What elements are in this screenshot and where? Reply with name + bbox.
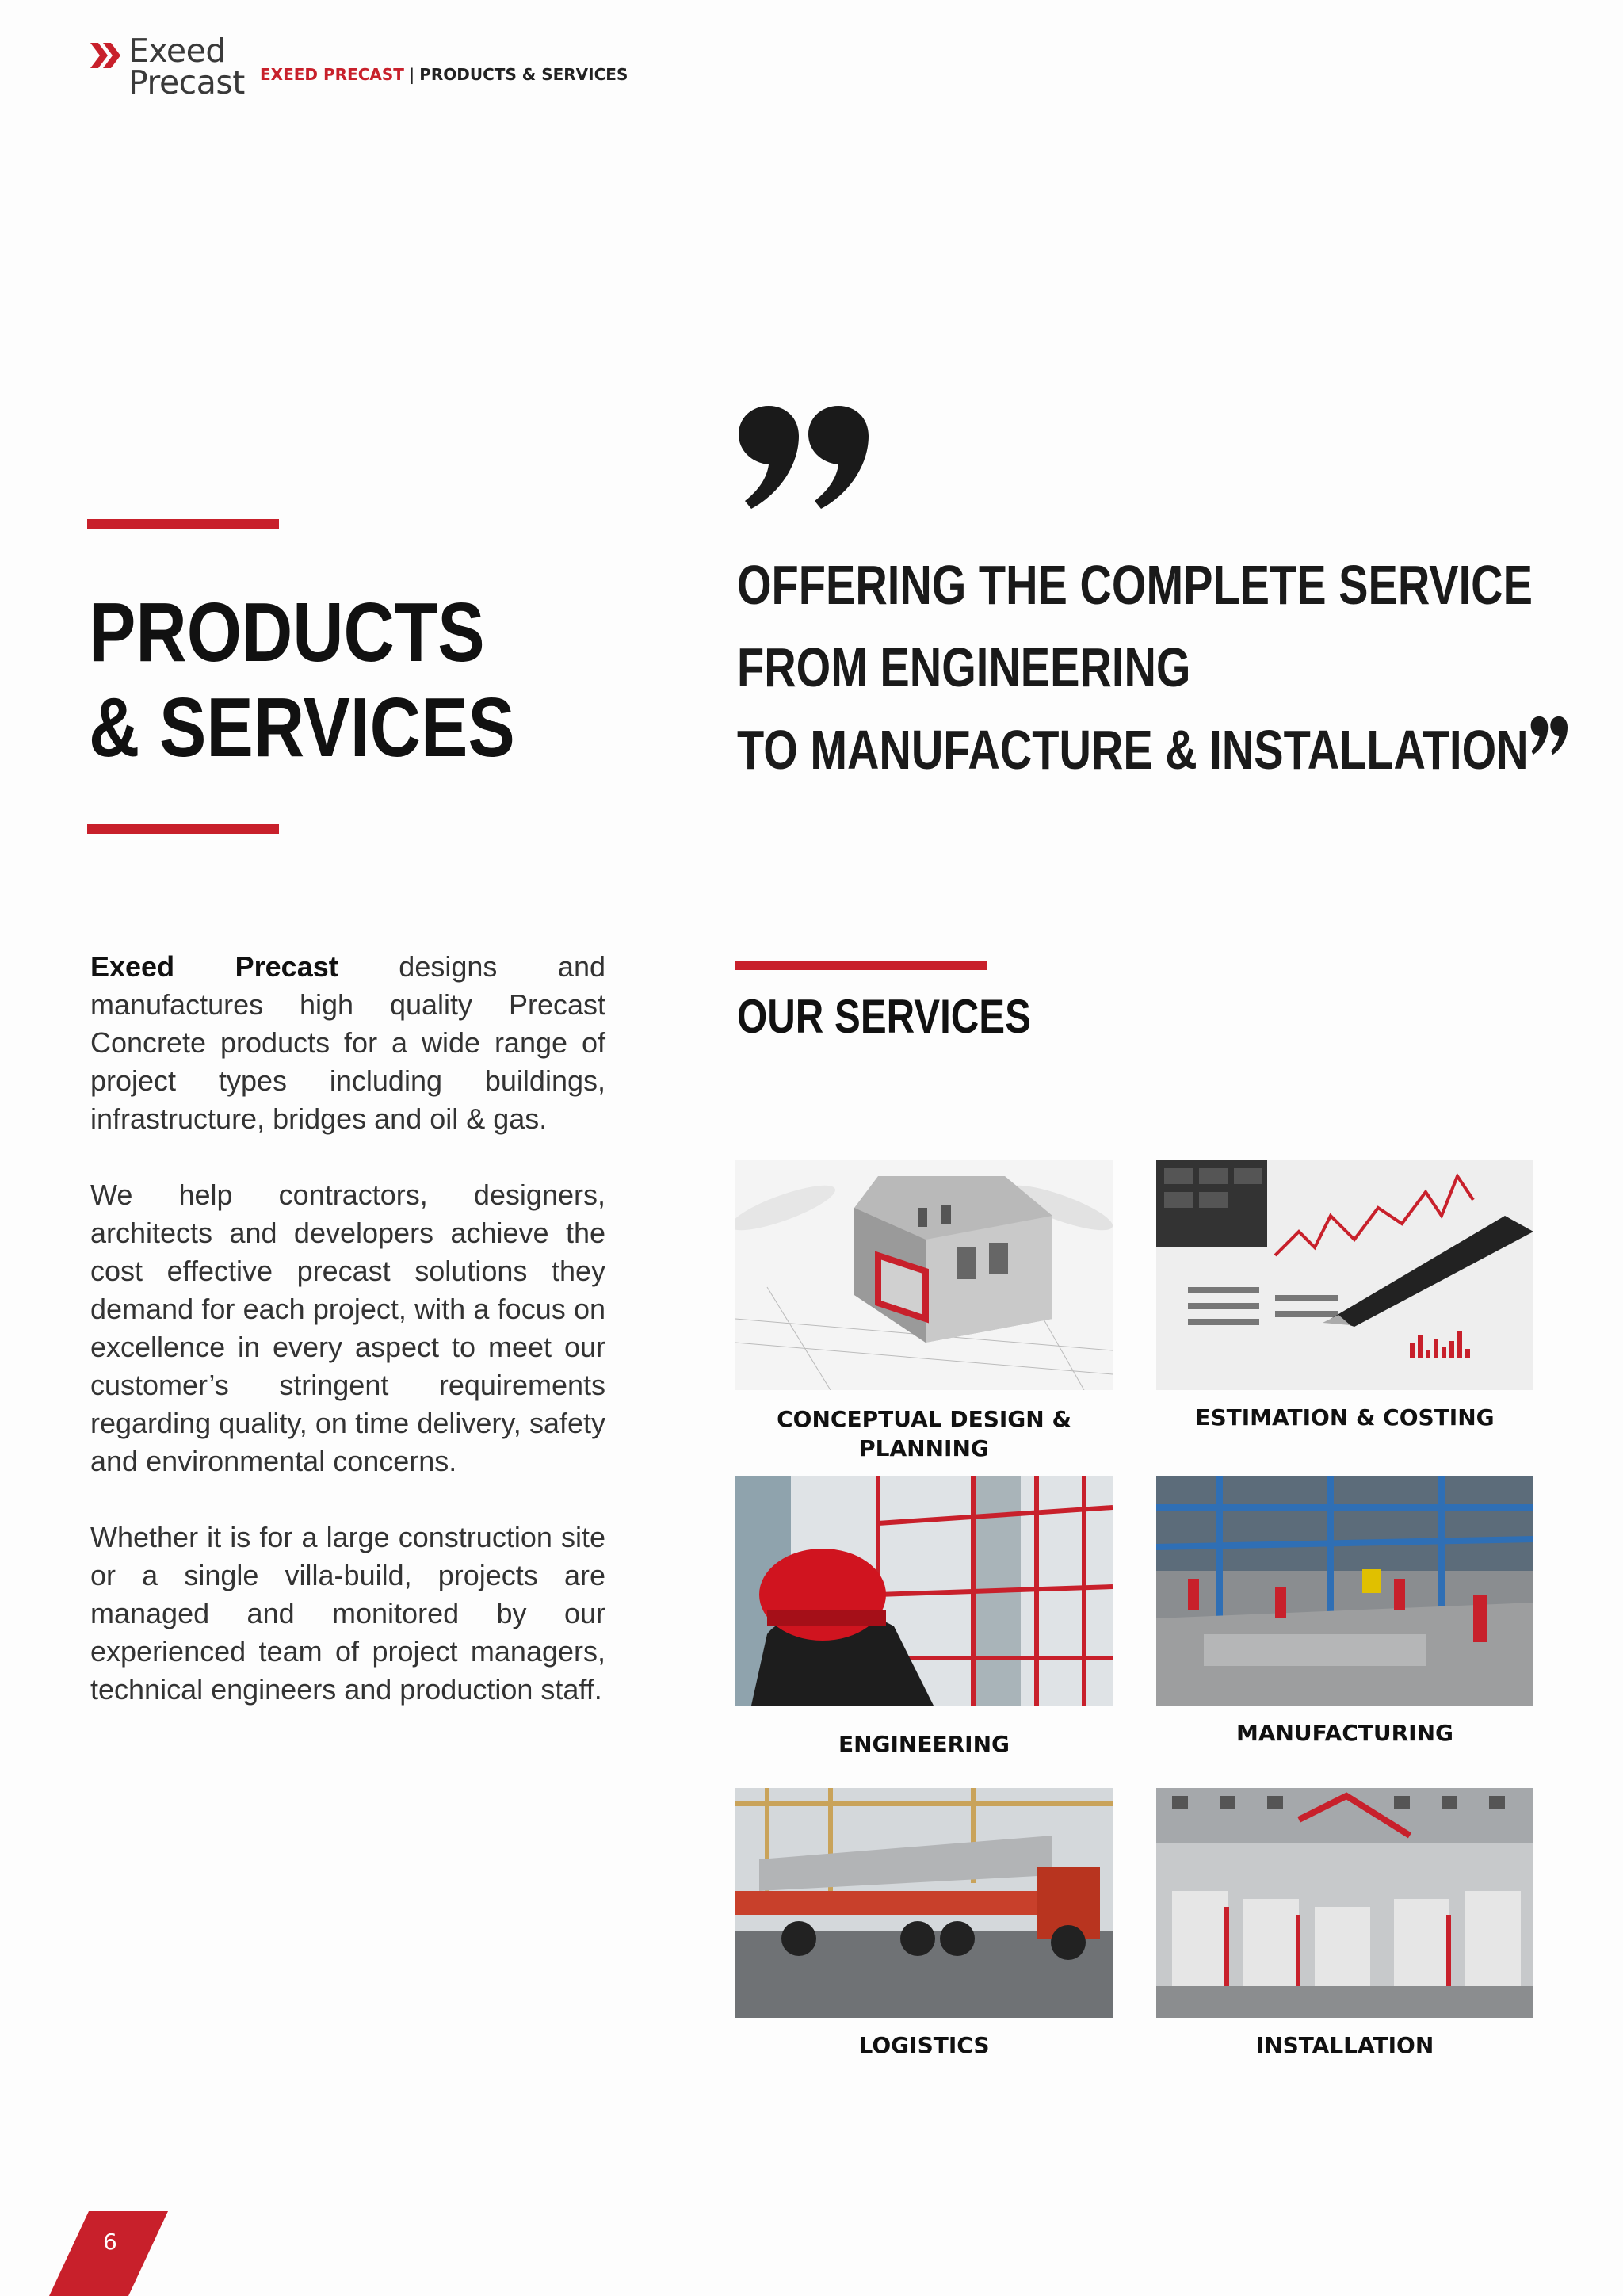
pull-quote-line-2: FROM ENGINEERING	[737, 636, 1191, 698]
service-label-manufacturing-line-1: MANUFACTURING	[1235, 1720, 1454, 1746]
title-bottom-rule	[87, 824, 279, 834]
service-label-manufacturing	[1156, 1718, 1533, 1748]
intro-paragraph-1-text: designs and manufactures high quality Precast Concrete products for a wide range of project types including buildings, infrastructure, bridges and oil & gas.	[90, 950, 606, 1135]
services-rule	[735, 961, 987, 970]
page-title-line-1: PRODUCTS	[89, 586, 485, 679]
service-label-logistics-line-1: LOGISTICS	[858, 2032, 990, 2058]
intro-paragraph-2: We help contractors, designers, architects and developers achieve the cost effective precast solutions they demand for each project, with a focus on excellence in every aspect to meet our customer’s stringent requirements regarding quality, on time delivery, safety and environmental concerns.	[90, 1179, 605, 1477]
service-image-logistics[interactable]	[735, 1788, 1113, 2018]
service-label-conceptual-design-line-1: CONCEPTUAL DESIGN &	[777, 1406, 1071, 1432]
service-label-engineering	[735, 1729, 1113, 1759]
pull-quote-line-1: OFFERING THE COMPLETE SERVICE	[737, 554, 1533, 616]
close-quote-icon	[1531, 713, 1568, 759]
service-label-engineering-line-1: ENGINEERING	[838, 1731, 1010, 1757]
service-image-installation[interactable]	[1156, 1788, 1533, 2018]
pull-quote	[737, 544, 1568, 791]
service-label-estimation-costing	[1156, 1403, 1533, 1432]
breadcrumb	[260, 65, 628, 84]
service-image-conceptual-design[interactable]	[735, 1160, 1113, 1390]
breadcrumb-separator: |	[408, 65, 415, 84]
service-image-manufacturing[interactable]	[1156, 1476, 1533, 1706]
page-title	[89, 585, 515, 775]
title-top-rule	[87, 519, 279, 529]
services-heading: OUR SERVICES	[737, 990, 1031, 1043]
logo-line-1: Exeed	[128, 32, 226, 70]
breadcrumb-brand[interactable]: EXEED PRECAST	[260, 65, 404, 84]
intro-paragraph-3: Whether it is for a large construction site or a single villa-build, projects are managed and monitored by our experienced team of project managers, technical engineers and production staff.	[90, 1521, 605, 1706]
service-label-installation	[1156, 2030, 1533, 2060]
intro-brand: Exeed Precast	[90, 950, 338, 983]
service-label-conceptual-design-line-2: PLANNING	[859, 1435, 989, 1461]
intro-text	[90, 948, 605, 1747]
intro-paragraph-1	[90, 948, 605, 1138]
service-label-installation-line-1: INSTALLATION	[1255, 2032, 1434, 2058]
logo-line-2: Precast	[128, 63, 245, 101]
service-label-estimation-costing-line-1: ESTIMATION & COSTING	[1195, 1404, 1495, 1431]
service-image-engineering[interactable]	[735, 1476, 1113, 1706]
logo-chevron-icon	[90, 40, 125, 71]
service-label-logistics	[735, 2030, 1113, 2060]
page-title-line-2: & SERVICES	[89, 681, 515, 774]
breadcrumb-current-page: PRODUCTS & SERVICES	[419, 65, 628, 84]
pull-quote-line-3: TO MANUFACTURE & INSTALLATION	[737, 719, 1529, 781]
page-number: 6	[103, 2229, 117, 2255]
open-quote-icon	[737, 406, 872, 525]
service-label-conceptual-design	[735, 1404, 1113, 1463]
logo[interactable]	[128, 32, 245, 101]
service-image-estimation-costing[interactable]	[1156, 1160, 1533, 1390]
